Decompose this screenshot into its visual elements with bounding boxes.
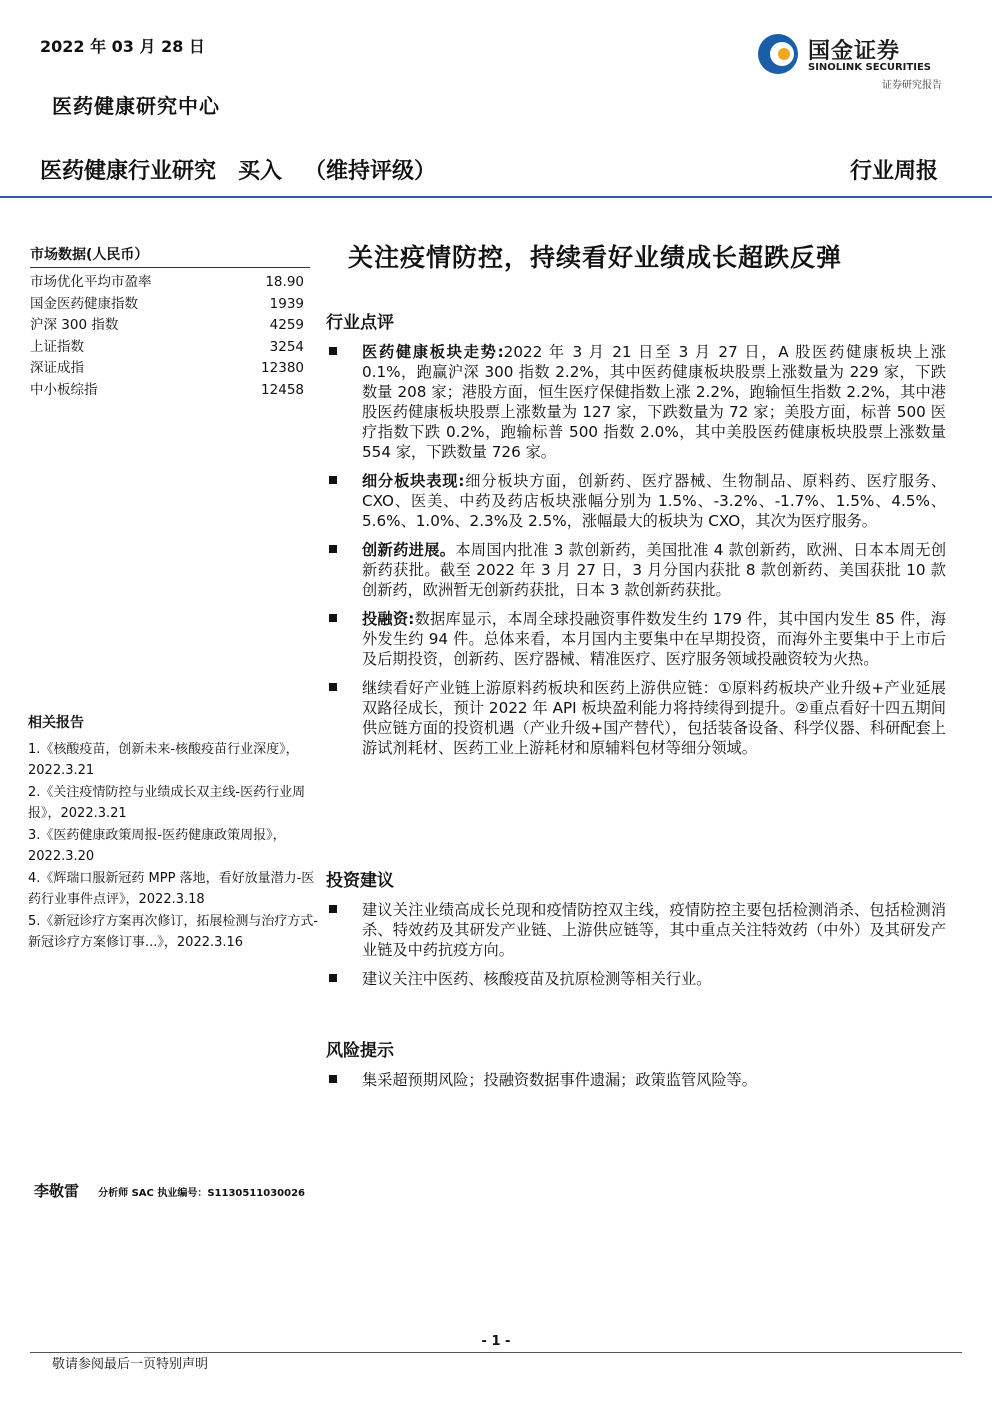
bullet-text: 本周国内批准 3 款创新药，美国批准 4 款创新药，欧洲、日本本周无创新药获批。截至 2022 年 3 月 27 日，3 月分国内获批 8 款创新药、美国获批 10 款创新药，欧洲暂无创新药获批，日本 3 款创新药获批。	[362, 541, 947, 599]
bullet-item	[326, 342, 946, 462]
related-report-item: 2.《关注疫情防控与业绩成长双主线-医药行业周报》，2022.3.21	[28, 785, 306, 821]
bullet-square-icon	[329, 974, 337, 982]
market-data-value: 3254	[269, 338, 304, 355]
industry-name: 医药健康行业研究	[40, 159, 217, 184]
bullet-item	[326, 471, 946, 531]
brand-name-cn: 国金证券	[808, 39, 901, 64]
market-data-row	[30, 380, 310, 402]
market-data-value: 12458	[261, 381, 304, 398]
market-data-value: 1939	[269, 295, 304, 312]
analyst-info	[34, 1180, 334, 1206]
report-title: 关注疫情防控，持续看好业绩成长超跌反弹	[348, 243, 843, 272]
brand-logo-icon	[756, 32, 800, 76]
bullet-text: 继续看好产业链上游原料药板块和医药上游供应链：①原料药板块产业升级+产业延展双路径成长，预计 2022 年 API 板块盈利能力将持续得到提升。②重点看好十四五期间供应链方面的投资机遇（产业升级+国产替代），包括装备设备、科学仪器、科研配套上游试剂耗材、医药工业上游耗材和原辅料包材等细分领域。	[362, 679, 946, 757]
bullet-square-icon	[329, 614, 337, 622]
analyst-cert: 分析师 SAC 执业编号：S1130511030026	[98, 1188, 306, 1199]
related-report-item: 1.《核酸疫苗，创新未来-核酸疫苗行业深度》，2022.3.21	[28, 742, 299, 778]
market-data-label: 中小板综指	[30, 381, 98, 398]
research-center-name: 医药健康研究中心	[52, 94, 220, 118]
bullet-lead: 创新药进展。	[362, 541, 456, 559]
related-report-item: 4.《辉瑞口服新冠药 MPP 落地，看好放量潜力-医药行业事件点评》，2022.3.18	[28, 871, 315, 907]
section-advice-bullets	[326, 900, 946, 998]
rating: 买入	[238, 159, 283, 184]
section-risk-bullets	[326, 1070, 946, 1099]
bullet-item	[326, 540, 946, 600]
bullet-square-icon	[329, 476, 337, 484]
report-date: 2022 年 03 月 28 日	[40, 37, 205, 56]
market-data-value: 4259	[269, 317, 304, 333]
industry-rating-line	[40, 154, 458, 185]
related-reports-list	[28, 739, 320, 953]
related-report-item: 3.《医药健康政策周报-医药健康政策周报》，2022.3.20	[28, 828, 286, 864]
market-data-label: 市场优化平均市盈率	[30, 274, 152, 290]
bullet-item	[326, 969, 946, 989]
bullet-text: 细分板块方面，创新药、医疗器械、生物制品、原料药、医疗服务、CXO、医美、中药及药店板块涨幅分别为 1.5%、-3.2%、-1.7%、1.5%、4.5%、5.6%、1.0%、2.3%及 2.5%，涨幅最大的板块为 CXO，其次为医疗服务。	[362, 472, 947, 530]
brand-subtitle: 证券研究报告	[882, 80, 942, 91]
bullet-lead: 医药健康板块走势:	[362, 343, 504, 361]
footer-note: 敬请参阅最后一页特别声明	[52, 1357, 209, 1372]
market-data-title: 市场数据(人民币）	[30, 244, 310, 268]
market-data-label: 国金医药健康指数	[30, 295, 138, 312]
bullet-lead: 投融资:	[362, 610, 415, 628]
market-data-list	[30, 272, 310, 401]
report-type: 行业周报	[849, 159, 938, 184]
bullet-item	[326, 900, 946, 960]
market-data-panel	[30, 244, 310, 401]
bullet-text: 建议关注业绩高成长兑现和疫情防控双主线，疫情防控主要包括检测消杀、包括检测消杀、特效药及其研发产业链、上游供应链等，其中重点关注特效药（中外）及其研发产业链及中药抗疫方向。	[362, 901, 946, 959]
section-heading-review: 行业点评	[326, 313, 394, 333]
bullet-square-icon	[329, 905, 337, 913]
bullet-square-icon	[329, 683, 337, 691]
section-heading-advice: 投资建议	[326, 871, 394, 891]
brand-name-en: SINOLINK SECURITIES	[808, 62, 931, 73]
analyst-name: 李敬雷	[34, 1182, 80, 1200]
bullet-lead: 细分板块表现:	[362, 472, 465, 490]
bullet-text: 2022 年 3 月 21 日至 3 月 27 日，A 股医药健康板块上涨 0.1%，跑赢沪深 300 指数 2.2%，其中医药健康板块股票上涨数量为 229 家，下跌数量 208 家；港股方面，恒生医疗保健指数上涨 2.2%，跑输恒生指数 2.2%，其中港股医药健康板块股票上涨数量为 127 家，下跌数量为 72 家；美股方面，标普 500 医疗指数下跌 0.2%，跑输标普 500 指数 2.0%，其中美股医药健康板块股票上涨数量 554 家，下跌数量 726 家。	[362, 343, 946, 461]
bullet-square-icon	[329, 1075, 337, 1083]
related-reports-panel	[28, 712, 320, 954]
bullet-item	[326, 609, 946, 669]
bullet-text: 建议关注中医药、核酸疫苗及抗原检测等相关行业。	[362, 970, 712, 988]
market-data-row	[30, 272, 310, 294]
market-data-value: 12380	[261, 360, 304, 376]
bullet-item	[326, 678, 946, 758]
section-heading-risk: 风险提示	[326, 1041, 394, 1061]
bullet-text: 集采超预期风险；投融资数据事件遗漏；政策监管风险等。	[362, 1071, 757, 1089]
brand-logo	[756, 30, 946, 92]
page-number: - 1 -	[481, 1334, 511, 1349]
market-data-row	[30, 337, 310, 359]
related-reports-title: 相关报告	[28, 715, 84, 731]
bullet-item	[326, 1070, 946, 1090]
market-data-row	[30, 315, 310, 337]
market-data-label: 上证指数	[30, 338, 84, 355]
bullet-square-icon	[329, 347, 337, 355]
section-review-bullets	[326, 342, 946, 767]
market-data-label: 深证成指	[30, 360, 84, 376]
market-data-row	[30, 294, 310, 316]
market-data-value: 18.90	[265, 274, 304, 290]
bullet-square-icon	[329, 545, 337, 553]
bullet-text: 数据库显示，本周全球投融资事件数发生约 179 件，其中国内发生 85 件，海外发生约 94 件。总体来看，本月国内主要集中在早期投资，而海外主要集中于上市后及后期投资，创新药、医疗器械、精准医疗、医疗服务领域投融资较为火热。	[362, 610, 946, 668]
market-data-label: 沪深 300 指数	[30, 317, 119, 333]
header-divider	[0, 196, 992, 198]
related-report-item: 5.《新冠诊疗方案再次修订，拓展检测与治疗方式-新冠诊疗方案修订事...》，2022.3.16	[28, 914, 319, 950]
market-data-row	[30, 358, 310, 380]
rating-note: （维持评级）	[304, 159, 437, 184]
